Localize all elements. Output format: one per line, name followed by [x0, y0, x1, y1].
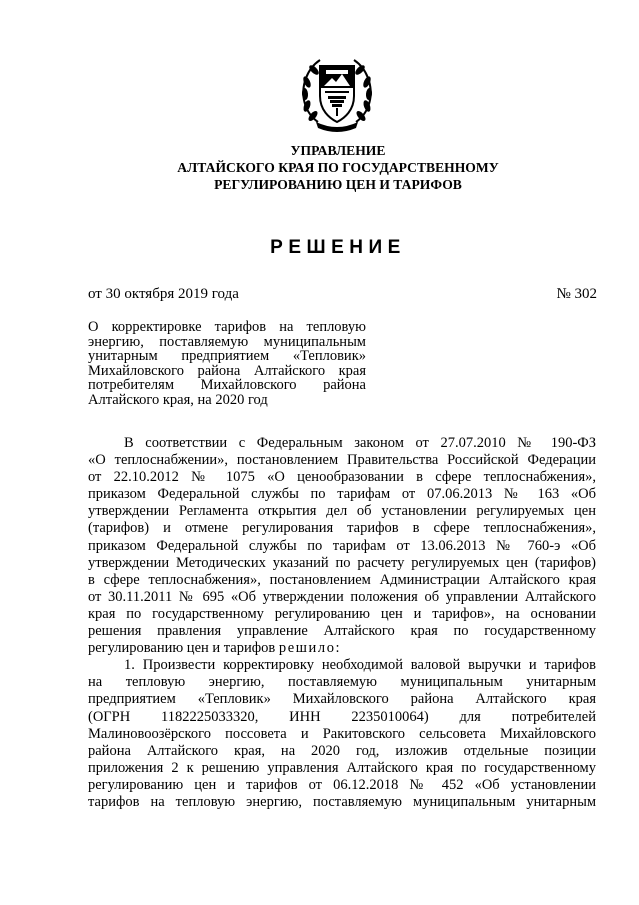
subject-line: унитарным предприятием «Тепловик» — [88, 349, 366, 364]
decision-word: решило: — [278, 640, 342, 657]
item-line: предприятием «Тепловик» Михайловского района Алтайского края — [88, 691, 596, 708]
authority-line: АЛТАЙСКОГО КРАЯ ПО ГОСУДАРСТВЕННОМУ — [177, 160, 499, 175]
item-line: района Алтайского края, на 2020 год, изложив отдельные позиции — [88, 742, 596, 759]
authority-line: УПРАВЛЕНИЕ — [290, 143, 386, 158]
body-line: в сфере теплоснабжения», постановлением Администрации Алтайского края — [88, 571, 596, 588]
body-line: утверждении Регламента открытия дел об установлении регулируемых цен — [88, 503, 596, 520]
body-line: от 30.11.2011 № 695 «Об утверждении положения об управлении Алтайского — [88, 588, 596, 605]
issuing-authority — [0, 142, 639, 193]
coat-of-arms-icon — [298, 52, 376, 134]
authority-line: РЕГУЛИРОВАНИЮ ЦЕН И ТАРИФОВ — [214, 177, 462, 192]
item-line: приложения 2 к решению управления Алтайского края по государственному — [88, 759, 596, 776]
subject-line: Михайловского района Алтайского края — [88, 363, 366, 379]
subject-line: Алтайского края, на 2020 год — [88, 392, 268, 408]
preamble-end: регулированию цен и тарифов — [88, 640, 276, 657]
body-line: «О теплоснабжении», постановлением Правительства Российской Федерации — [88, 452, 596, 469]
document-title: РЕШЕНИЕ — [270, 237, 406, 258]
document-subject — [88, 320, 366, 408]
item-line: Малиновоозёрского поссовета и Ракитовского сельсовета Михайловского — [88, 725, 596, 742]
item-line: (ОГРН 1182225033320, ИНН 2235010064) для потребителей — [88, 708, 596, 725]
body-line: от 22.10.2012 № 1075 «О ценообразовании в сфере теплоснабжения», — [88, 469, 596, 486]
subject-line: энергию, поставляемую муниципальным — [88, 334, 366, 350]
subject-line: О корректировке тарифов на тепловую — [88, 320, 366, 335]
body-line: В соответствии с Федеральным законом от 27.07.2010 № 190-ФЗ — [124, 435, 596, 451]
item-line: тарифов на тепловую энергию, поставляемую муниципальным унитарным — [88, 793, 596, 810]
subject-line: потребителям Михайловского района — [88, 378, 366, 393]
body-line: приказом Федеральной службы по тарифам от 07.06.2013 № 163 «Об — [88, 486, 596, 503]
document-date: от 30 октября 2019 года — [88, 286, 239, 302]
document-number: № 302 — [556, 286, 597, 302]
body-line — [88, 640, 596, 657]
item-line: регулированию цен и тарифов от 06.12.2018 № 452 «Об установлении — [88, 776, 596, 793]
body-line: решения правления управление Алтайского края по государственному — [88, 623, 596, 640]
body-line: края по государственному регулированию цен и тарифов», на основании — [88, 605, 596, 622]
body-line: (тарифов) и отмене регулирования тарифов в сфере теплоснабжения», — [88, 520, 596, 537]
body-line: утверждении Методических указаний по расчету регулируемых цен (тарифов) — [88, 554, 596, 571]
item-line: 1. Произвести корректировку необходимой валовой выручки и тарифов — [124, 657, 596, 674]
item-line: на тепловую энергию, поставляемую муниципальным унитарным — [88, 674, 596, 691]
document-body — [88, 435, 596, 811]
body-line: приказом Федеральной службы по тарифам от 13.06.2013 № 760-э «Об — [88, 537, 596, 554]
